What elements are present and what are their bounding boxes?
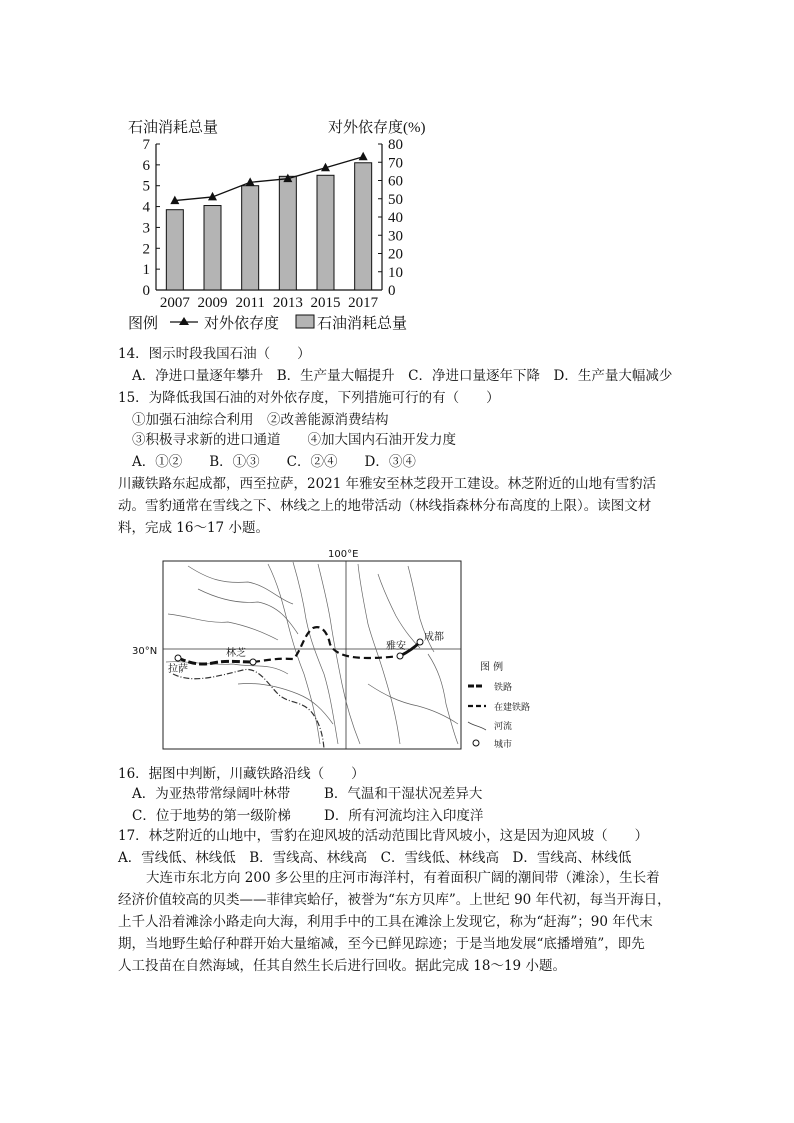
legend-river-swatch (468, 722, 486, 730)
q15-items-row1: ①加强石油综合利用 ②改善能源消费结构 (132, 412, 389, 428)
x-tick-label: 2009 (197, 295, 228, 311)
left-tick-label: 6 (142, 157, 150, 174)
railway-under-construction (253, 627, 400, 662)
river (318, 564, 360, 744)
meridian-label: 100°E (328, 549, 359, 560)
chart-right-axis-title: 对外依存度(%) (328, 120, 426, 136)
city-chengdu-marker (417, 639, 423, 645)
q17-options: A．雪线低、林线低 B．雪线高、林线高 C．雪线低、林线高 D．雪线高、林线低 (118, 850, 632, 866)
legend-construction-label: 在建铁路 (494, 703, 531, 713)
border-line (173, 669, 324, 749)
city-yaan-label: 雅安 (386, 641, 406, 652)
sichuan-tibet-railway-map (128, 544, 548, 759)
passage1-line3: 料，完成 16～17 小题。 (118, 520, 269, 536)
city-linzhi-marker (250, 659, 256, 665)
q14-stem: 14．图示时段我国石油（ ） (118, 346, 311, 362)
bar-2017 (355, 163, 372, 290)
left-tick-label: 0 (142, 283, 150, 299)
city-lasa-label: 拉萨 (168, 664, 188, 675)
passage1-line1: 川藏铁路东起成都，西至拉萨，2021 年雅安至林芝段开工建设。林芝附近的山地有雪豹活 (118, 476, 657, 492)
river (358, 564, 400, 744)
map-legend (468, 660, 530, 750)
x-tick-label: 2013 (272, 295, 303, 311)
right-tick-label: 50 (388, 191, 403, 208)
bar-2011 (242, 186, 259, 290)
passage2-line5: 人工投苗在自然海域，任其自然生长后进行回收。据此完成 18～19 小题。 (118, 958, 566, 974)
river (188, 566, 293, 604)
right-tick-label: 60 (388, 173, 403, 190)
chart-line-series (170, 152, 367, 204)
right-tick-label: 40 (388, 210, 403, 226)
passage2-line3: 上千人沿着滩涂小路走向大海，利用手中的工具在滩涂上发现它，称为“赶海”；90 年代末 (118, 914, 653, 930)
river (238, 683, 333, 724)
river (368, 684, 458, 724)
chart-axes (156, 144, 382, 290)
river (268, 564, 320, 744)
x-tick-label: 2011 (235, 295, 265, 311)
bar-2013 (279, 176, 296, 290)
chart-bars (166, 163, 371, 290)
rivers (166, 562, 458, 744)
legend-city-label: 城市 (494, 740, 513, 750)
legend-line-label: 对外依存度 (204, 316, 280, 332)
city-lasa-marker (175, 655, 181, 661)
left-tick-label: 1 (142, 262, 150, 279)
city-yaan-marker (397, 653, 403, 659)
passage2-line1: 大连市东北方向 200 多公里的庄河市海洋村，有着面积广阔的潮间带（滩涂），生长着 (146, 870, 660, 886)
q16-stem: 16．据图中判断，川藏铁路沿线（ ） (118, 766, 365, 782)
right-tick-label: 70 (388, 155, 403, 172)
q15-options: A．①② B．①③ C．②④ D．③④ (132, 454, 416, 470)
x-tick-label: 2007 (159, 295, 190, 311)
legend-railway-label: 铁路 (494, 683, 513, 693)
q16-option-c: C．位于地势的第一级阶梯 (132, 808, 291, 824)
left-tick-label: 4 (142, 199, 150, 216)
river (428, 654, 458, 744)
right-tick-label: 0 (388, 283, 396, 299)
passage2-line4: 期，当地野生蛤仔种群开始大量缩减，至今已鲜见踪迹；于是当地发展“底播增殖”，即先 (118, 936, 645, 952)
dependency-line (175, 157, 363, 201)
legend-river-label: 河流 (494, 722, 513, 732)
bar-2007 (166, 210, 183, 290)
passage1-line2: 动。雪豹通常在雪线之下、林线之上的地带活动（林线指森林分布高度的上限）。读图文材 (118, 498, 652, 514)
point-2017 (359, 152, 368, 161)
city-linzhi-label: 林芝 (226, 648, 246, 659)
right-tick-label: 10 (388, 264, 403, 281)
q16-option-d: D．所有河流均注入印度洋 (324, 808, 484, 824)
q16-option-a: A．为亚热带常绿阔叶林带 (132, 786, 291, 802)
river (378, 574, 420, 648)
parallel-label: 30°N (132, 646, 158, 657)
q15-items-row2: ③积极寻求新的进口通道 ④加大国内石油开发力度 (132, 432, 456, 448)
q15-stem: 15．为降低我国石油的对外依存度，下列措施可行的有（ ） (118, 390, 500, 406)
legend-bar-label: 石油消耗总量 (317, 316, 408, 332)
left-tick-label: 7 (142, 137, 150, 153)
chart-left-axis-title: 石油消耗总量 (128, 120, 219, 136)
city-chengdu-label: 成都 (424, 632, 444, 643)
legend-bar-swatch (296, 315, 314, 328)
river (168, 614, 278, 640)
q14-options: A．净进口量逐年攀升 B．生产量大幅提升 C．净进口量逐年下降 D．生产量大幅减少 (132, 368, 673, 384)
legend-prefix: 图例 (128, 316, 159, 332)
oil-chart (120, 110, 440, 335)
q17-stem: 17．林芝附近的山地中，雪豹在迎风坡的活动范围比背风坡小，这是因为迎风坡（ ） (118, 828, 649, 844)
legend-triangle-icon (179, 317, 189, 325)
right-tick-label: 30 (388, 228, 403, 245)
passage2-line2: 经济价值较高的贝类——菲律宾蛤仔，被誉为“东方贝库”。上世纪 90 年代初，每当开海日， (118, 892, 671, 908)
legend-city-swatch (473, 740, 479, 746)
q16-option-b: B．气温和干湿状况差异大 (324, 786, 483, 802)
left-tick-label: 5 (142, 178, 150, 195)
bar-2009 (204, 206, 221, 290)
x-tick-label: 2015 (310, 295, 341, 311)
map-frame (163, 561, 461, 749)
left-tick-label: 3 (142, 220, 150, 237)
chart-legend (128, 314, 407, 332)
right-tick-label: 80 (388, 137, 403, 153)
map-legend-title: 图 例 (480, 662, 504, 673)
bar-2015 (317, 175, 334, 290)
left-tick-label: 2 (142, 241, 150, 258)
right-tick-label: 20 (388, 246, 403, 263)
x-tick-label: 2017 (348, 295, 379, 311)
